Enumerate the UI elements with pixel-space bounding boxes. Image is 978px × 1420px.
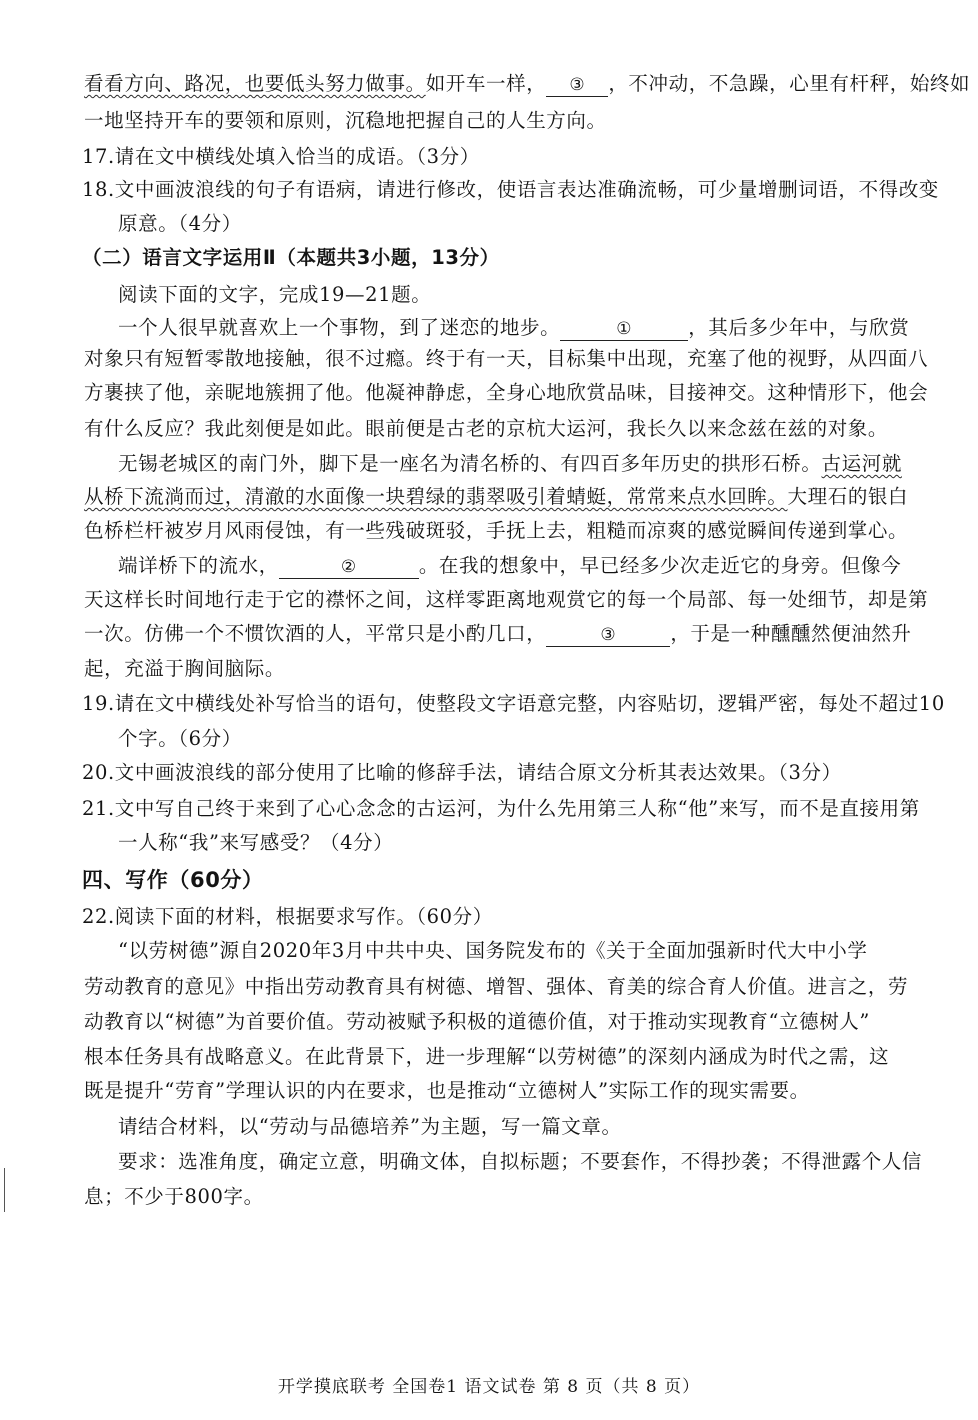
- page-footer: 开学摸底联考 全国卷1 语文试卷 第 8 页（共 8 页）: [277, 1377, 701, 1397]
- question-20: 20.文中画波浪线的部分使用了比喻的修辞手法，请结合原文分析其表达效果。（3分）: [82, 761, 842, 784]
- material-line: 根本任务具有战略意义。在此背景下，进一步理解“以劳树德”的深刻内涵成为时代之需，这: [84, 1045, 890, 1068]
- answer-blank-3[interactable]: ③: [546, 74, 608, 97]
- passage-line: 一个人很早就喜欢上一个事物，到了迷恋的地步。 ① ，其后多少年中，与欣赏: [118, 316, 910, 339]
- question-19: 19.请在文中横线处补写恰当的语句，使整段文字语意完整，内容贴切，逻辑严密，每处不超过10: [82, 692, 945, 715]
- passage-line: 方裹挟了他，亲昵地簇拥了他。他凝神静虑，全身心地欣赏品味，目接神交。这种情形下，他会: [84, 381, 929, 404]
- passage-line: 从桥下流淌而过，清澈的水面像一块碧绿的翡翠吸引着蜻蜓，常常来点水回眸。大理石的银白: [84, 485, 909, 508]
- passage-line: 一次。仿佛一个不惯饮酒的人，平常只是小酌几口， ③ ，于是一种醺醺然便油然升: [84, 622, 912, 645]
- material-line: 动教育以“树德”为首要价值。劳动被赋予积极的道德价值，对于推动实现教育“立德树人”: [84, 1010, 870, 1033]
- question-17: 17.请在文中横线处填入恰当的成语。（3分）: [82, 145, 480, 168]
- section-heading-writing: 四、写作（60分）: [82, 868, 264, 892]
- passage-line: 无锡老城区的南门外，脚下是一座名为清名桥的、有四百多年历史的拱形石桥。古运河就: [118, 452, 902, 475]
- material-line: 劳动教育的意见》中指出劳动教育具有树德、增智、强体、育美的综合育人价值。进言之，劳: [84, 975, 909, 998]
- question-18-cont: 原意。（4分）: [118, 212, 242, 235]
- passage-line: 对象只有短暂零散地接触，很不过瘾。终于有一天，目标集中出现，充塞了他的视野，从四面八: [84, 347, 929, 370]
- question-21-cont: 一人称“我”来写感受？（4分）: [118, 831, 394, 854]
- passage-line: 起，充溢于胸间脑际。: [84, 657, 286, 680]
- material-line: 既是提升“劳育”学理认识的内在要求，也是推动“立德树人”实际工作的现实需要。: [84, 1079, 810, 1102]
- passage-line: 一地坚持开车的要领和原则，沉稳地把握自己的人生方向。: [84, 109, 607, 132]
- passage-line: 看看方向、路况，也要低头努力做事。如开车一样， ③ ，不冲动，不急躁，心里有杆秤，始终如: [84, 72, 971, 95]
- passage-line: 有什么反应？我此刻便是如此。眼前便是古老的京杭大运河，我长久以来念兹在兹的对象。: [84, 417, 889, 440]
- wavy-underlined-sentence: 古运河就: [821, 452, 902, 475]
- answer-blank-3[interactable]: ③: [546, 624, 670, 647]
- passage-line: 天这样长时间地行走于它的襟怀之间，这样零距离地观赏它的每一个局部、每一处细节，却是第: [84, 588, 929, 611]
- section-heading: （二）语言文字运用Ⅱ（本题共3小题，13分）: [82, 246, 500, 269]
- passage-line: 端详桥下的流水， ② 。在我的想象中，早已经多少次走近它的身旁。但像今: [118, 554, 902, 577]
- material-line: “以劳树德”源自2020年3月中共中央、国务院发布的《关于全面加强新时代大中小学: [118, 939, 868, 962]
- passage-line: 色桥栏杆被岁月风雨侵蚀，有一些残破斑驳，手抚上去，粗糙而凉爽的感觉瞬间传递到掌心。: [84, 519, 909, 542]
- writing-task: 请结合材料，以“劳动与品德培养”为主题，写一篇文章。: [118, 1115, 622, 1138]
- writing-requirements-cont: 息；不少于800字。: [84, 1185, 264, 1208]
- question-21: 21.文中写自己终于来到了心心念念的古运河，为什么先用第三人称“他”来写，而不是直接用第: [82, 797, 920, 820]
- answer-blank-1[interactable]: ①: [560, 318, 688, 341]
- writing-requirements: 要求：选准角度，确定立意，明确文体，自拟标题；不要套作，不得抄袭；不得泄露个人信: [118, 1150, 923, 1173]
- wavy-underlined-sentence: 看看方向、路况，也要低头努力做事。: [84, 72, 426, 95]
- question-19-cont: 个字。（6分）: [118, 727, 242, 750]
- reading-instruction: 阅读下面的文字，完成19—21题。: [118, 283, 432, 306]
- question-18: 18.文中画波浪线的句子有语病，请进行修改，使语言表达准确流畅，可少量增删词语，不得改变: [82, 178, 939, 201]
- margin-rule: [4, 1168, 5, 1212]
- answer-blank-2[interactable]: ②: [279, 556, 419, 579]
- wavy-underlined-sentence: 从桥下流淌而过，清澈的水面像一块碧绿的翡翠吸引着蜻蜓，常常来点水回眸。: [84, 485, 788, 508]
- question-22: 22.阅读下面的材料，根据要求写作。（60分）: [82, 905, 493, 928]
